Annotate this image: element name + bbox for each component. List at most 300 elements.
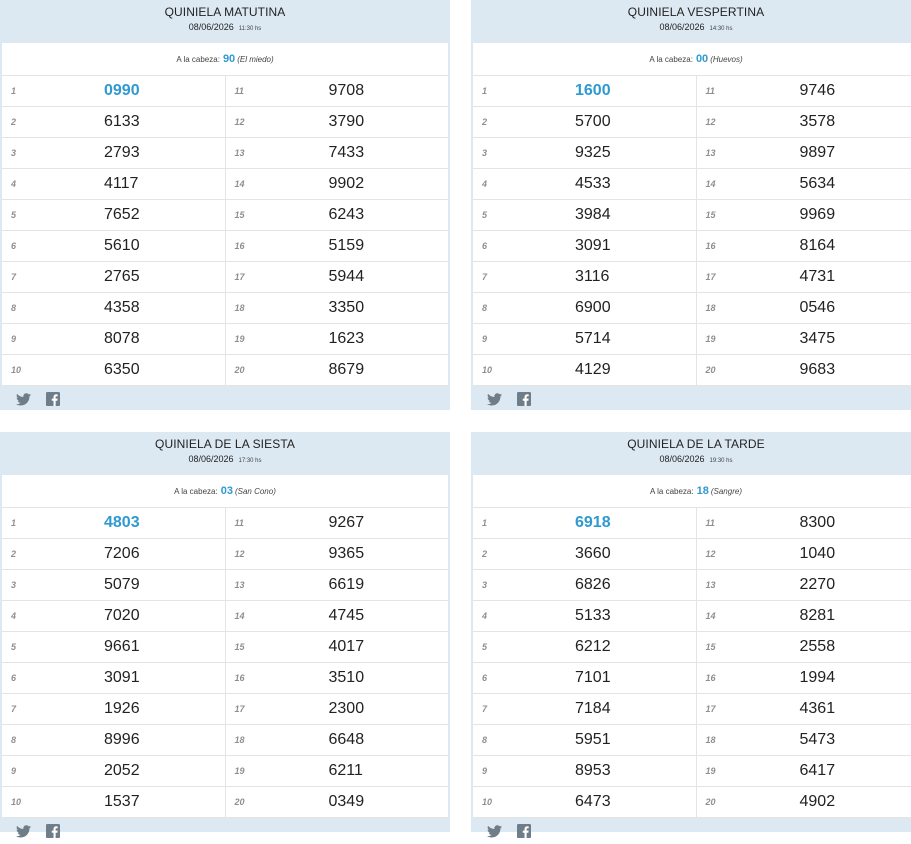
result-row [697,324,911,355]
result-row [697,169,911,200]
result-position: 2 [2,117,42,127]
results-grid [2,508,448,818]
result-row [2,570,225,601]
result-row [697,663,911,694]
result-position: 11 [226,86,266,96]
result-row [697,725,911,756]
quiniela-panel [471,0,911,410]
result-row [226,787,449,818]
panel-header [0,432,450,475]
result-number: 3984 [513,206,696,224]
result-row [473,262,696,293]
result-row [2,632,225,663]
result-number: 0349 [266,793,449,811]
result-number: 1537 [42,793,225,811]
panel-title: QUINIELA DE LA TARDE [471,432,911,451]
result-number: 5700 [513,113,696,131]
result-row [697,107,911,138]
panel-header [471,432,911,475]
result-row [473,694,696,725]
result-position: 17 [697,272,737,282]
result-number: 1040 [737,545,911,563]
result-row [697,262,911,293]
result-number: 4731 [737,268,911,286]
result-row [473,231,696,262]
result-number: 7433 [266,144,449,162]
result-number: 9683 [737,361,911,379]
twitter-icon[interactable] [487,825,502,838]
result-number: 2558 [737,638,911,656]
result-row [226,355,449,386]
result-number: 5473 [737,731,911,749]
result-number: 7020 [42,607,225,625]
result-row [226,725,449,756]
result-position: 9 [473,766,513,776]
result-number: 3578 [737,113,911,131]
result-position: 4 [473,611,513,621]
result-position: 15 [697,642,737,652]
cabeza-number: 00 [696,53,708,65]
result-row [226,107,449,138]
panel-title: QUINIELA DE LA SIESTA [0,432,450,451]
result-row [226,324,449,355]
results-grid [473,508,911,818]
cabeza-number: 90 [223,53,235,65]
draw-date-time [0,22,450,32]
results-column-right [697,76,911,386]
draw-date-time [0,454,450,464]
result-position: 4 [2,179,42,189]
result-number: 4902 [737,793,911,811]
result-position: 3 [2,148,42,158]
result-row [473,324,696,355]
result-row [2,355,225,386]
cabeza-meaning: (Sangre) [711,487,742,496]
result-position: 13 [697,580,737,590]
result-position: 14 [226,611,266,621]
result-position: 12 [697,549,737,559]
result-position: 14 [697,179,737,189]
result-position: 15 [226,642,266,652]
result-number: 5610 [42,237,225,255]
cabeza-label: A la cabeza: [650,487,694,496]
result-row [473,508,696,539]
result-number: 9969 [737,206,911,224]
result-number: 4129 [513,361,696,379]
result-number: 7101 [513,669,696,687]
result-number: 6918 [513,514,696,532]
result-row [697,601,911,632]
result-position: 8 [473,303,513,313]
result-position: 10 [473,365,513,375]
draw-time: 11:30 hs [239,26,262,32]
result-number: 2300 [266,700,449,718]
result-number: 7206 [42,545,225,563]
share-bar [0,818,450,844]
cabeza-line [2,475,448,508]
result-position: 1 [2,518,42,528]
result-row [473,539,696,570]
result-row [226,663,449,694]
result-row [473,787,696,818]
result-number: 4361 [737,700,911,718]
result-position: 7 [2,272,42,282]
cabeza-meaning: (Huevos) [710,55,742,64]
cabeza-line [473,475,911,508]
result-number: 9902 [266,175,449,193]
result-number: 6243 [266,206,449,224]
result-row [2,756,225,787]
result-position: 16 [697,241,737,251]
result-position: 11 [697,518,737,528]
result-row [226,169,449,200]
draw-date: 08/06/2026 [659,22,704,32]
result-position: 13 [226,580,266,590]
quiniela-panel [471,432,911,832]
results-column-left [473,76,697,386]
result-number: 8281 [737,607,911,625]
result-position: 13 [697,148,737,158]
draw-time: 17:30 hs [239,458,262,464]
result-number: 0990 [42,82,225,100]
result-number: 0546 [737,299,911,317]
result-position: 4 [2,611,42,621]
result-row [2,262,225,293]
result-position: 7 [2,704,42,714]
results-column-left [2,508,226,818]
result-row [473,138,696,169]
results-table [2,475,448,818]
cabeza-label: A la cabeza: [176,55,220,64]
result-position: 19 [226,766,266,776]
result-number: 6212 [513,638,696,656]
result-row [2,169,225,200]
result-number: 2793 [42,144,225,162]
result-number: 3475 [737,330,911,348]
result-row [473,725,696,756]
draw-time: 14:30 hs [710,26,733,32]
result-position: 19 [697,766,737,776]
result-position: 12 [226,549,266,559]
result-number: 7652 [42,206,225,224]
cabeza-line [473,43,911,76]
draw-date: 08/06/2026 [188,454,233,464]
result-position: 1 [473,518,513,528]
result-number: 1623 [266,330,449,348]
result-number: 2052 [42,762,225,780]
result-position: 5 [473,642,513,652]
result-row [697,756,911,787]
result-position: 9 [473,334,513,344]
result-number: 3790 [266,113,449,131]
draw-date-time [471,22,911,32]
result-position: 1 [473,86,513,96]
result-position: 16 [226,241,266,251]
result-number: 6826 [513,576,696,594]
result-row [473,601,696,632]
result-row [2,200,225,231]
results-column-right [226,508,449,818]
result-row [226,262,449,293]
facebook-icon[interactable] [46,824,60,838]
draw-date-time [471,454,911,464]
result-position: 15 [697,210,737,220]
result-row [697,293,911,324]
result-row [226,539,449,570]
result-row [697,570,911,601]
result-position: 3 [473,148,513,158]
result-position: 4 [473,179,513,189]
result-position: 13 [226,148,266,158]
result-number: 5944 [266,268,449,286]
result-row [226,601,449,632]
result-row [2,107,225,138]
result-row [697,138,911,169]
result-number: 1600 [513,82,696,100]
result-number: 5714 [513,330,696,348]
result-number: 5133 [513,607,696,625]
result-number: 6648 [266,731,449,749]
result-position: 15 [226,210,266,220]
result-row [697,355,911,386]
result-position: 1 [2,86,42,96]
result-number: 8996 [42,731,225,749]
result-position: 20 [226,365,266,375]
result-number: 5634 [737,175,911,193]
result-position: 20 [697,797,737,807]
result-number: 3091 [42,669,225,687]
result-number: 3116 [513,268,696,286]
result-row [226,508,449,539]
result-number: 6350 [42,361,225,379]
result-position: 9 [2,766,42,776]
result-position: 17 [697,704,737,714]
result-position: 17 [226,704,266,714]
cabeza-number: 18 [697,485,709,497]
result-row [2,725,225,756]
result-number: 3091 [513,237,696,255]
result-position: 11 [697,86,737,96]
result-number: 6619 [266,576,449,594]
result-row [226,293,449,324]
result-row [697,200,911,231]
result-position: 10 [2,365,42,375]
result-number: 1994 [737,669,911,687]
result-number: 8953 [513,762,696,780]
result-number: 8679 [266,361,449,379]
result-position: 20 [226,797,266,807]
result-row [473,293,696,324]
result-number: 6900 [513,299,696,317]
result-number: 4017 [266,638,449,656]
result-number: 6211 [266,762,449,780]
result-row [697,787,911,818]
draw-date: 08/06/2026 [659,454,704,464]
result-position: 19 [226,334,266,344]
result-position: 3 [2,580,42,590]
cabeza-line [2,43,448,76]
result-row [2,508,225,539]
result-number: 1926 [42,700,225,718]
result-position: 2 [2,549,42,559]
cabeza-meaning: (El miedo) [237,55,273,64]
result-number: 2765 [42,268,225,286]
draw-time: 19:30 hs [710,458,733,464]
results-grid [473,76,911,386]
result-number: 8164 [737,237,911,255]
results-column-left [2,76,226,386]
panel-title: QUINIELA MATUTINA [0,0,450,19]
result-position: 6 [2,673,42,683]
results-table [473,43,911,386]
result-position: 18 [697,735,737,745]
result-row [697,632,911,663]
results-column-right [226,76,449,386]
result-number: 2270 [737,576,911,594]
result-position: 3 [473,580,513,590]
result-number: 7184 [513,700,696,718]
result-number: 5159 [266,237,449,255]
result-number: 9708 [266,82,449,100]
result-row [2,324,225,355]
result-row [2,293,225,324]
result-number: 4358 [42,299,225,317]
results-table [473,475,911,818]
result-position: 8 [473,735,513,745]
result-position: 6 [473,673,513,683]
result-row [697,539,911,570]
result-position: 16 [697,673,737,683]
result-position: 18 [226,303,266,313]
result-row [473,663,696,694]
share-bar [471,386,911,412]
result-number: 8300 [737,514,911,532]
result-number: 3660 [513,545,696,563]
result-position: 14 [226,179,266,189]
result-row [226,200,449,231]
results-table [2,43,448,386]
cabeza-meaning: (San Cono) [235,487,276,496]
result-position: 6 [473,241,513,251]
draw-date: 08/06/2026 [189,22,234,32]
result-number: 4117 [42,175,225,193]
quiniela-panel [0,432,450,832]
result-position: 16 [226,673,266,683]
result-row [226,756,449,787]
result-row [2,539,225,570]
result-number: 4533 [513,175,696,193]
result-position: 7 [473,704,513,714]
result-number: 9661 [42,638,225,656]
result-number: 3350 [266,299,449,317]
result-position: 18 [697,303,737,313]
cabeza-label: A la cabeza: [174,487,218,496]
cabeza-number: 03 [221,485,233,497]
result-position: 8 [2,735,42,745]
result-row [2,231,225,262]
result-row [226,231,449,262]
result-row [2,76,225,107]
result-number: 6133 [42,113,225,131]
result-row [473,570,696,601]
result-position: 10 [2,797,42,807]
result-position: 7 [473,272,513,282]
result-row [2,601,225,632]
result-number: 6417 [737,762,911,780]
result-row [473,355,696,386]
share-bar [471,818,911,844]
result-row [473,169,696,200]
result-position: 6 [2,241,42,251]
result-row [2,663,225,694]
twitter-icon[interactable] [16,393,31,406]
facebook-icon[interactable] [517,392,531,406]
result-number: 4803 [42,514,225,532]
result-number: 6473 [513,793,696,811]
result-position: 2 [473,117,513,127]
result-number: 9365 [266,545,449,563]
panel-title: QUINIELA VESPERTINA [471,0,911,19]
result-position: 5 [473,210,513,220]
share-bar [0,386,450,412]
results-column-right [697,508,911,818]
result-position: 18 [226,735,266,745]
results-column-left [473,508,697,818]
result-position: 19 [697,334,737,344]
result-position: 2 [473,549,513,559]
quiniela-panel [0,0,450,410]
result-number: 9746 [737,82,911,100]
results-grid [2,76,448,386]
result-position: 5 [2,210,42,220]
cabeza-label: A la cabeza: [649,55,693,64]
result-row [697,76,911,107]
result-position: 12 [697,117,737,127]
result-row [2,694,225,725]
result-position: 8 [2,303,42,313]
result-position: 14 [697,611,737,621]
result-row [2,138,225,169]
result-number: 3510 [266,669,449,687]
result-row [2,787,225,818]
result-row [473,632,696,663]
result-row [226,632,449,663]
result-position: 20 [697,365,737,375]
result-number: 4745 [266,607,449,625]
result-number: 5079 [42,576,225,594]
result-row [226,76,449,107]
result-row [226,694,449,725]
result-row [473,107,696,138]
twitter-icon[interactable] [487,393,502,406]
result-row [226,570,449,601]
result-position: 10 [473,797,513,807]
result-position: 9 [2,334,42,344]
panel-header [0,0,450,43]
panel-header [471,0,911,43]
twitter-icon[interactable] [16,825,31,838]
facebook-icon[interactable] [517,824,531,838]
result-row [473,200,696,231]
result-number: 9267 [266,514,449,532]
result-row [697,231,911,262]
result-number: 8078 [42,330,225,348]
result-position: 12 [226,117,266,127]
result-row [473,756,696,787]
result-position: 5 [2,642,42,652]
result-number: 9325 [513,144,696,162]
facebook-icon[interactable] [46,392,60,406]
